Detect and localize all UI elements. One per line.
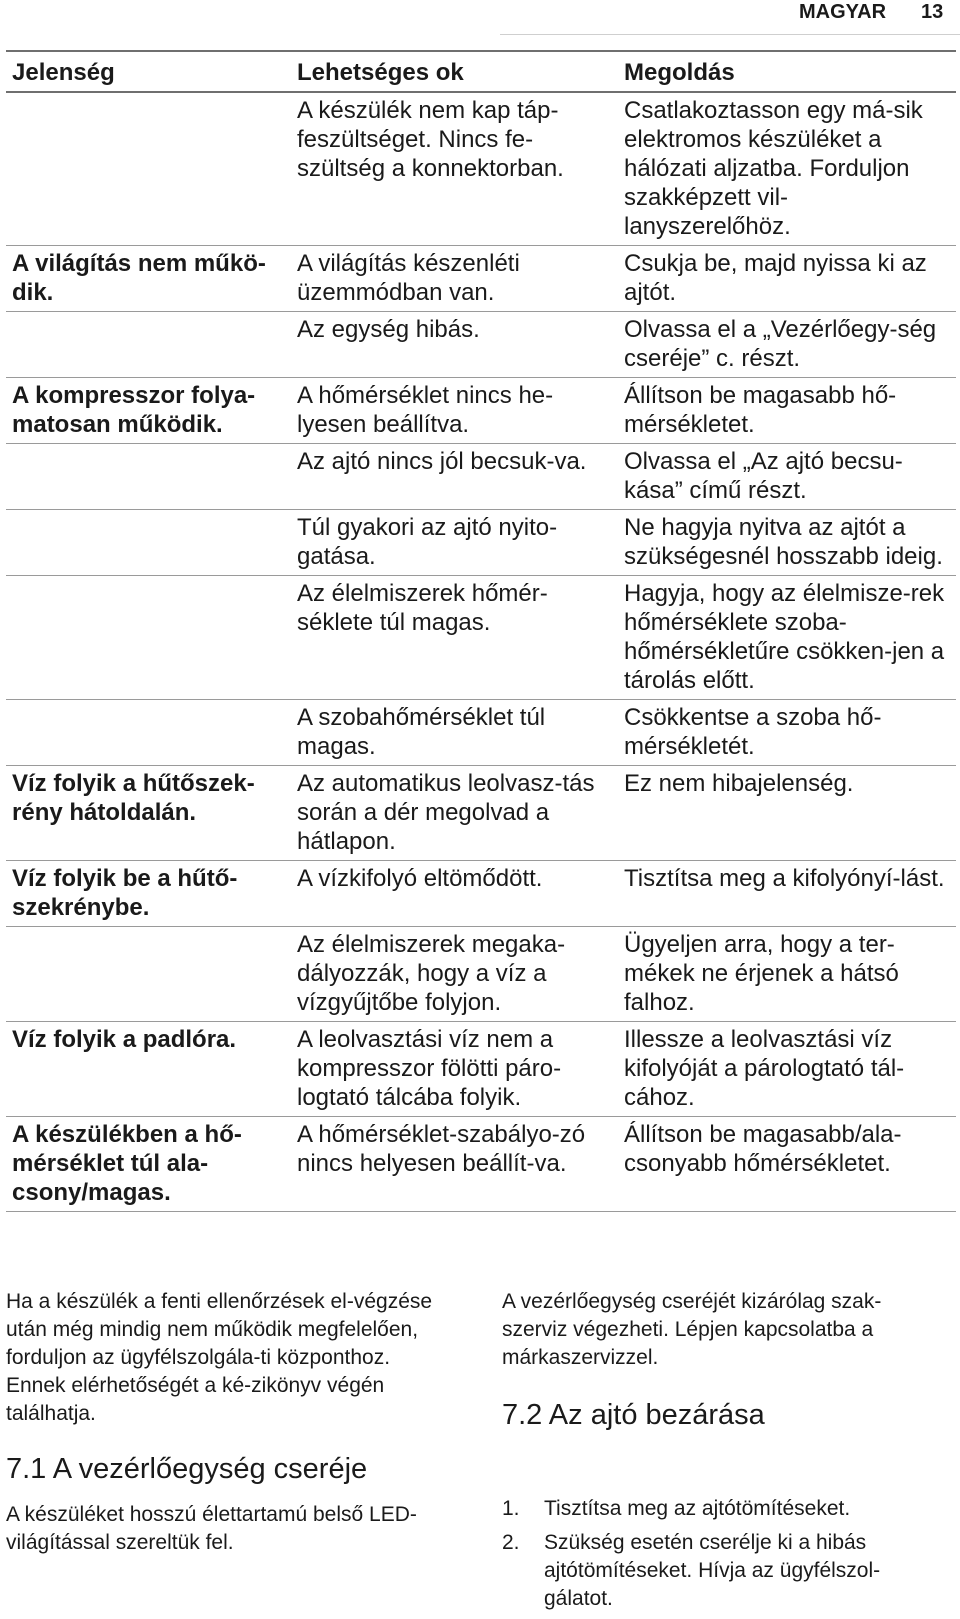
troubleshooting-table [6,50,956,1212]
step-text: Tisztítsa meg az ajtótömítéseket. [544,1497,851,1520]
section-title: Az ajtó bezárása [548,1399,765,1431]
cause-cell: A világítás készenléti üzemmódban van. [291,246,618,312]
symptom-cell [6,510,291,576]
symptom-cell [6,444,291,510]
solution-cell: Ne hagyja nyitva az ajtót a szükségesnél hosszabb ideig. [618,510,956,576]
cause-cell: Túl gyakori az ajtó nyito-gatása. [291,510,618,576]
cause-cell: Az automatikus leolvasz-tás során a dér megolvad a hátlapon. [291,766,618,861]
table-row [6,766,956,861]
cause-cell: A leolvasztási víz nem a kompresszor fölötti páro-logtató tálcába folyik. [291,1022,618,1117]
section-number: 7.2 [502,1399,543,1431]
symptom-cell [6,92,291,246]
table-row [6,700,956,766]
table-body [6,92,956,1212]
symptom-cell [6,312,291,378]
symptom-cell: A világítás nem műkö-dik. [6,246,291,312]
cause-cell: A szobahőmérséklet túl magas. [291,700,618,766]
symptom-cell [6,927,291,1022]
column-header-symptom: Jelenség [6,51,291,92]
table-header-row [6,51,956,92]
step-text: Szükség esetén cserélje ki a hibás ajtótömítéseket. Hívja az ügyfélszol-gálatot. [544,1531,881,1610]
cause-cell: Az ajtó nincs jól becsuk-va. [291,444,618,510]
table-row [6,444,956,510]
table-row [6,1117,956,1212]
solution-cell: Csökkentse a szoba hő-mérsékletét. [618,700,956,766]
table-row [6,246,956,312]
table-row [6,927,956,1022]
page-header [0,0,960,40]
solution-cell: Ez nem hibajelenség. [618,766,956,861]
table-row [6,576,956,700]
solution-cell: Ügyeljen arra, hogy a ter-mékek ne érjenek a hátsó falhoz. [618,927,956,1022]
symptom-cell: Víz folyik a padlóra. [6,1022,291,1117]
table-row [6,1022,956,1117]
cause-cell: A készülék nem kap táp-feszültséget. Nincs fe-szültség a konnektorban. [291,92,618,246]
section-title: A vezérlőegység cseréje [52,1453,368,1485]
solution-cell: Illessze a leolvasztási víz kifolyóját a párologtató tál-cához. [618,1022,956,1117]
symptom-cell: A készülékben a hő-mérséklet túl ala-csony/magas. [6,1117,291,1212]
door-closing-steps [502,1495,942,1619]
table-row [6,92,956,246]
cause-cell: Az élelmiszerek hőmér-séklete túl magas. [291,576,618,700]
solution-cell: Állítson be magasabb/ala-csonyabb hőmérsékletet. [618,1117,956,1212]
symptom-cell: A kompresszor folya-matosan működik. [6,378,291,444]
section-heading-7-1 [6,1452,446,1486]
cause-cell: Az egység hibás. [291,312,618,378]
list-item [502,1529,942,1613]
cause-cell: A vízkifolyó eltömődött. [291,861,618,927]
table-row [6,861,956,927]
column-header-solution: Megoldás [618,51,956,92]
section-number: 7.1 [6,1453,47,1485]
cause-cell: A hőmérséklet nincs he-lyesen beállítva. [291,378,618,444]
symptom-cell: Víz folyik be a hűtő-szekrénybe. [6,861,291,927]
table-row [6,378,956,444]
section-text: A készüléket hosszú élettartamú belső LED-világítással szereltük fel. [6,1503,417,1554]
symptom-cell [6,576,291,700]
header-rule [500,34,960,35]
table-row [6,510,956,576]
table-row [6,312,956,378]
list-item [502,1495,942,1523]
step-number: 2. [502,1531,520,1554]
symptom-cell [6,700,291,766]
solution-cell: Olvassa el „Az ajtó becsu-kása” című részt. [618,444,956,510]
support-note: Ha a készülék a fenti ellenőrzések el-végzése után még mindig nem működik megfelelően, forduljon az ügyfélszolgála-ti központhoz. Ennek elérhetőségét a ké-zikönyv végén találhatja. [6,1290,433,1425]
column-header-cause: Lehetséges ok [291,51,618,92]
solution-cell: Csukja be, majd nyissa ki az ajtót. [618,246,956,312]
cause-cell: A hőmérséklet-szabályo-zó nincs helyesen beállít-va. [291,1117,618,1212]
symptom-cell: Víz folyik a hűtőszek-rény hátoldalán. [6,766,291,861]
replacement-note: A vezérlőegység cseréjét kizárólag szak-szerviz végezheti. Lépjen kapcsolatba a márkaszervizzel. [502,1290,882,1369]
cause-cell: Az élelmiszerek megaka-dályozzák, hogy a víz a vízgyűjtőbe folyjon. [291,927,618,1022]
page-number: 13 [921,1,944,23]
solution-cell: Hagyja, hogy az élelmisze-rek hőmérséklete szoba-hőmérsékletűre csökken-jen a tárolás előtt. [618,576,956,700]
section-heading-7-2 [502,1398,942,1432]
solution-cell: Állítson be magasabb hő-mérsékletet. [618,378,956,444]
language-label: MAGYAR [799,1,887,23]
solution-cell: Csatlakoztasson egy má-sik elektromos készüléket a hálózati aljzatba. Forduljon szakképzett vil-lanyszerelőhöz. [618,92,956,246]
step-number: 1. [502,1497,520,1520]
solution-cell: Olvassa el a „Vezérlőegy-ség cseréje” c. részt. [618,312,956,378]
solution-cell: Tisztítsa meg a kifolyónyí-lást. [618,861,956,927]
